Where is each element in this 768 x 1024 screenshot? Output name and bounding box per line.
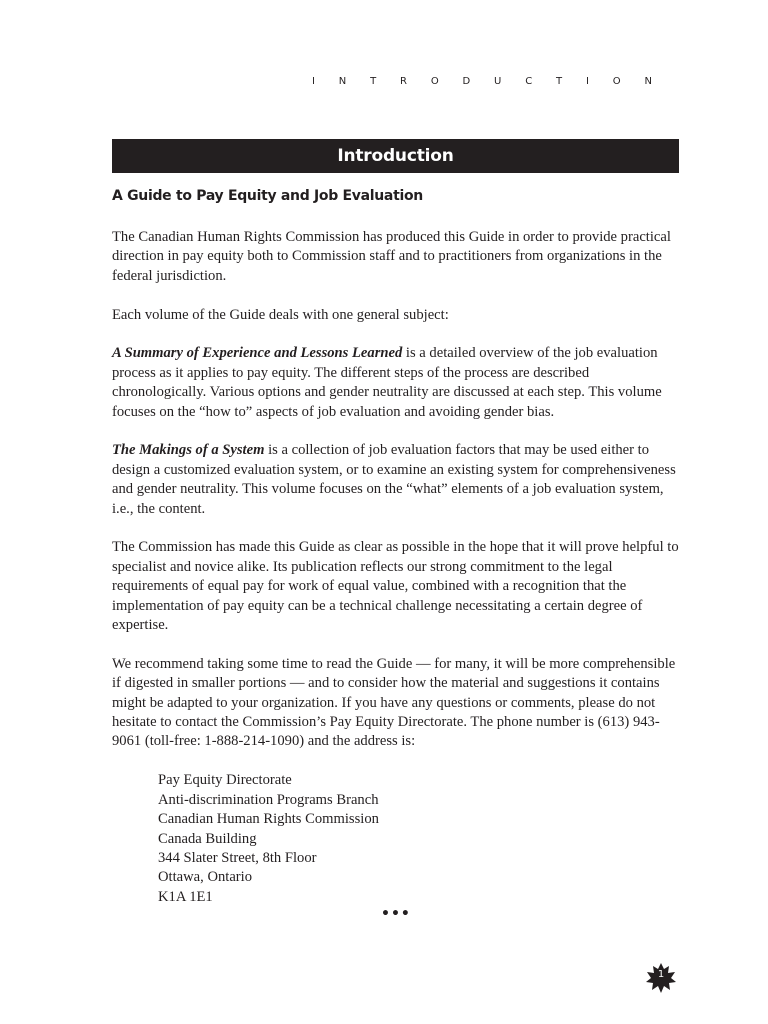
header-letter: O	[430, 76, 439, 87]
section-title-bar	[112, 139, 679, 173]
paragraph-volumes: Each volume of the Guide deals with one general subject:	[112, 306, 449, 323]
page-number-badge	[645, 962, 677, 994]
paragraph-contact: We recommend taking some time to read the Guide — for many, it will be more comprehensible if digested in smaller portions — and to consider how the material and suggestions it contains might be adapted to your organization. If you have any questions or comments, please do not hesitate to contact the Commission’s Pay Equity Directorate. The phone number is (613) 943-9061 (toll-free: 1-888-214-1090) and the address is:	[112, 655, 676, 750]
header-letter: T	[556, 76, 563, 87]
volume-description-summary: is a detailed overview of the job evaluation process as it applies to pay equity. The different steps of the process are described chronologically. Various options and gender neutrality are discussed at each step. This volume focuses on the “how to” aspects of job evaluation and avoiding gender bias.	[112, 345, 662, 420]
address-line: Anti-discrimination Programs Branch	[158, 791, 379, 808]
header-letter: N	[338, 76, 347, 87]
address-block	[158, 771, 682, 907]
paragraph-intro: The Canadian Human Rights Commission has produced this Guide in order to provide practical direction in pay equity both to Commission staff and to practitioners from organizations in the federal jurisdiction.	[112, 229, 671, 284]
address-line: 344 Slater Street, 8th Floor	[158, 849, 317, 866]
address-line: Ottawa, Ontario	[158, 869, 253, 886]
header-letter: T	[370, 76, 377, 87]
volume-description-makings: is a collection of job evaluation factors that may be used either to design a customized evaluation system, or to examine an existing system for comprehensiveness and gender neutrality. This volume focuses on the “what” elements of a job evaluation system, i.e., the content.	[112, 442, 676, 517]
header-letter: N	[644, 76, 652, 87]
body-text	[112, 228, 682, 907]
header-letter: O	[612, 76, 621, 87]
address-line: Canada Building	[158, 830, 257, 847]
address-line: Canadian Human Rights Commission	[158, 811, 379, 828]
header-letter: R	[400, 76, 407, 87]
volume-title-makings: The Makings of a System	[112, 442, 265, 459]
header-letter: D	[462, 76, 471, 87]
header-letter: C	[525, 76, 533, 87]
header-letter: I	[312, 76, 315, 87]
running-header	[312, 76, 652, 92]
paragraph-summary-volume	[112, 344, 682, 422]
header-letter: I	[585, 76, 589, 87]
paragraph-makings-volume	[112, 441, 682, 519]
section-title: Introduction	[337, 146, 454, 166]
header-letter: U	[494, 76, 502, 87]
address-line: K1A 1E1	[158, 888, 213, 905]
section-end-dots: •••	[381, 906, 411, 922]
address-line: Pay Equity Directorate	[158, 772, 292, 789]
volume-title-summary: A Summary of Experience and Lessons Learned	[112, 345, 403, 362]
guide-subtitle: A Guide to Pay Equity and Job Evaluation	[112, 188, 423, 204]
paragraph-commission: The Commission has made this Guide as clear as possible in the hope that it will prove helpful to specialist and novice alike. Its publication reflects our strong commitment to the legal requirements of equal pay for work of equal value, combined with a recognition that the implementation of pay equity can be a technical challenge necessitating a certain degree of expertise.	[112, 539, 679, 634]
page-number: 1	[657, 969, 665, 980]
